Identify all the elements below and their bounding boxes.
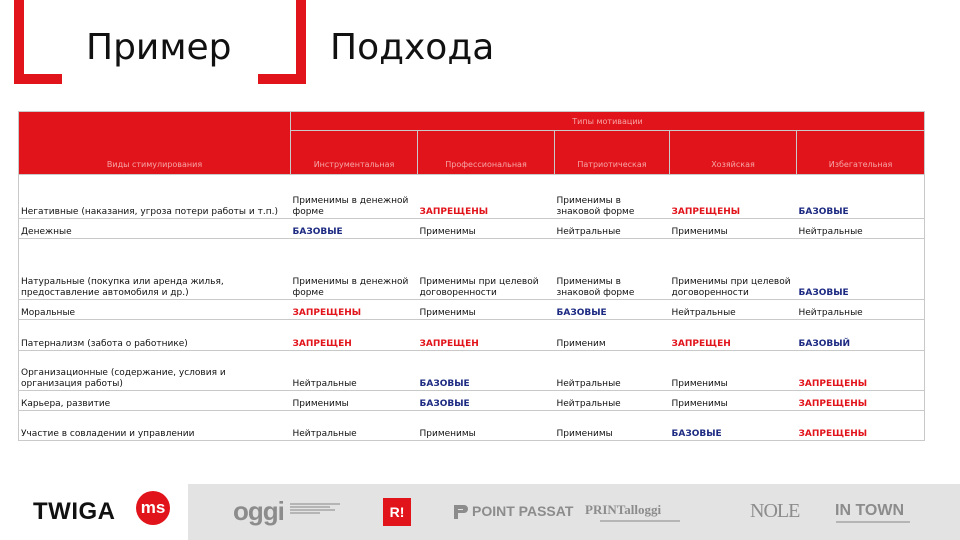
r-logo: R! bbox=[383, 498, 411, 526]
table-cell: Применимы в знаковой форме bbox=[555, 239, 670, 300]
point-passat-logo: POINT PASSAT bbox=[472, 503, 574, 519]
table-cell: Применимы bbox=[418, 300, 555, 320]
row-label: Моральные bbox=[19, 300, 291, 320]
table-cell: ЗАПРЕЩЕНЫ bbox=[418, 175, 555, 219]
table-row bbox=[19, 391, 925, 411]
table-cell: Применимы bbox=[418, 411, 555, 441]
table-cell: Нейтральные bbox=[797, 300, 925, 320]
table-row bbox=[19, 175, 925, 219]
point-passat-icon bbox=[452, 503, 468, 521]
table-cell: Нейтральные bbox=[797, 219, 925, 239]
table-body bbox=[19, 175, 925, 441]
slide-title-word-2: Подхода bbox=[330, 27, 495, 68]
table-cell: Применим bbox=[555, 320, 670, 351]
table-cell: Нейтральные bbox=[555, 351, 670, 391]
table-cell: Применимы bbox=[555, 411, 670, 441]
table-cell: ЗАПРЕЩЕНЫ bbox=[797, 351, 925, 391]
table-row bbox=[19, 411, 925, 441]
table-cell: ЗАПРЕЩЕН bbox=[670, 320, 797, 351]
table-row bbox=[19, 219, 925, 239]
motivation-table bbox=[18, 111, 925, 441]
oggi-logo-tagline bbox=[290, 502, 340, 515]
group-header: Типы мотивации bbox=[291, 112, 925, 131]
table-cell: Применимы bbox=[291, 391, 418, 411]
table-cell: Применимы bbox=[670, 391, 797, 411]
ms-badge-logo: ms bbox=[136, 491, 170, 525]
twiga-logo: TWIGA bbox=[33, 498, 116, 525]
table-cell: ЗАПРЕЩЕНЫ bbox=[797, 411, 925, 441]
table-cell: Применимы при целевой договоренности bbox=[418, 239, 555, 300]
table-cell: Нейтральные bbox=[670, 300, 797, 320]
table-cell: Применимы в денежной форме bbox=[291, 175, 418, 219]
table-cell: ЗАПРЕЩЕНЫ bbox=[670, 175, 797, 219]
row-label: Денежные bbox=[19, 219, 291, 239]
nole-logo: NOLE bbox=[750, 500, 800, 522]
table-cell: Применимы в денежной форме bbox=[291, 239, 418, 300]
table-row bbox=[19, 239, 925, 300]
table-cell: Применимы при целевой договоренности bbox=[670, 239, 797, 300]
table-cell: Нейтральные bbox=[555, 391, 670, 411]
table-row bbox=[19, 351, 925, 391]
table-row bbox=[19, 300, 925, 320]
intown-logo: IN TOWN bbox=[835, 502, 905, 519]
table-cell: Нейтральные bbox=[291, 411, 418, 441]
table-row bbox=[19, 320, 925, 351]
printalloggi-logo: PRINTalloggi bbox=[585, 502, 662, 517]
table-cell: ЗАПРЕЩЕН bbox=[418, 320, 555, 351]
table-cell: БАЗОВЫЕ bbox=[555, 300, 670, 320]
table-cell: БАЗОВЫЕ bbox=[418, 391, 555, 411]
table-cell: БАЗОВЫЙ bbox=[797, 320, 925, 351]
table-cell: Применимы bbox=[418, 219, 555, 239]
table-cell: Применимы в знаковой форме bbox=[555, 175, 670, 219]
intown-logo-tagline bbox=[836, 519, 910, 524]
table-cell: ЗАПРЕЩЕНЫ bbox=[291, 300, 418, 320]
table-cell: Применимы bbox=[670, 219, 797, 239]
left-bracket-decoration bbox=[14, 0, 62, 84]
table-cell: БАЗОВЫЕ bbox=[418, 351, 555, 391]
printalloggi-logo-tagline bbox=[600, 518, 680, 524]
oggi-logo: oggi bbox=[233, 496, 284, 526]
column-header: Патриотическая bbox=[555, 131, 670, 175]
table-cell: БАЗОВЫЕ bbox=[797, 239, 925, 300]
row-label: Патернализм (забота о работнике) bbox=[19, 320, 291, 351]
slide-title-word-1: Пример bbox=[86, 27, 232, 68]
column-header: Профессиональная bbox=[418, 131, 555, 175]
table-cell: Нейтральные bbox=[291, 351, 418, 391]
right-bracket-decoration bbox=[258, 0, 306, 84]
row-label: Негативные (наказания, угроза потери работы и т.п.) bbox=[19, 175, 291, 219]
table-cell: ЗАПРЕЩЕНЫ bbox=[797, 391, 925, 411]
table-cell: Нейтральные bbox=[555, 219, 670, 239]
table-cell: ЗАПРЕЩЕН bbox=[291, 320, 418, 351]
table-cell: БАЗОВЫЕ bbox=[291, 219, 418, 239]
row-label: Организационные (содержание, условия и организация работы) bbox=[19, 351, 291, 391]
column-header: Избегательная bbox=[797, 131, 925, 175]
table-cell: Применимы bbox=[670, 351, 797, 391]
table-cell: БАЗОВЫЕ bbox=[670, 411, 797, 441]
row-label: Карьера, развитие bbox=[19, 391, 291, 411]
table-cell: БАЗОВЫЕ bbox=[797, 175, 925, 219]
column-header: Хозяйская bbox=[670, 131, 797, 175]
row-label: Натуральные (покупка или аренда жилья, предоставление автомобиля и др.) bbox=[19, 239, 291, 300]
row-label: Участие в совладении и управлении bbox=[19, 411, 291, 441]
column-header: Инструментальная bbox=[291, 131, 418, 175]
corner-header: Виды стимулирования bbox=[19, 112, 291, 175]
